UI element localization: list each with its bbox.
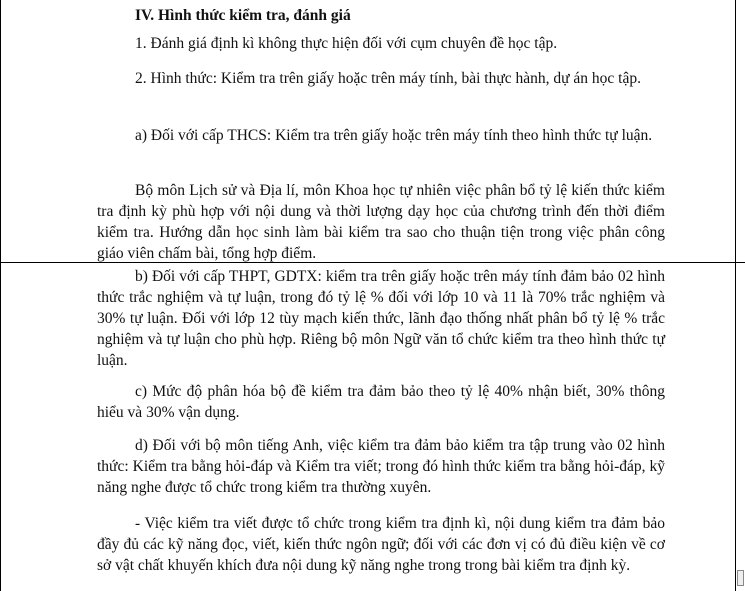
paragraph-7: d) Đối với bộ môn tiếng Anh, việc kiểm tra đảm bảo kiểm tra tập trung vào 02 hình thức: Kiểm tra bằng hỏi-đáp và Kiểm tra viết; trong đó hình thức kiểm tra bằng hỏi-đáp, kỹ năng nghe được tổ chức trong kiểm tra thường xuyên. — [97, 437, 665, 496]
paragraph-2: 2. Hình thức: Kiểm tra trên giấy hoặc trên máy tính, bài thực hành, dự án học tập. — [135, 70, 641, 87]
paragraph-8: - Việc kiểm tra viết được tổ chức trong kiểm tra định kì, nội dung kiểm tra đảm bảo đầy đủ các kỹ năng đọc, viết, kiến thức ngôn ngữ; đối với các đơn vị có đủ điều kiện về cơ sở vật chất khuyến khích đưa nội dung kỹ năng nghe trong trong bài kiểm tra định kỳ. — [97, 515, 665, 574]
paragraph-3: a) Đối với cấp THCS: Kiểm tra trên giấy hoặc trên máy tính theo hình thức tự luận. — [135, 127, 653, 144]
paragraph-4: Bộ môn Lịch sử và Địa lí, môn Khoa học tự nhiên việc phân bổ tỷ lệ kiến thức kiểm tra định kỳ phù hợp với nội dung và thời lượng dạy học của chương trình đến thời điểm kiểm tra. Hướng dẫn học sinh làm bài kiểm tra sao cho thuận tiện trong việc phân công giáo viên chấm bài, tổng hợp điểm. — [97, 182, 665, 262]
section-heading: IV. Hình thức kiểm tra, đánh giá — [135, 7, 351, 24]
paragraph-5: b) Đối với cấp THPT, GDTX: kiểm tra trên giấy hoặc trên máy tính đảm bảo 02 hình thức trắc nghiệm và tự luận, trong đó tỷ lệ % đối với lớp 10 và 11 là 70% trắc nghiệm và 30% tự luận. Đối với lớp 12 tùy mạch kiến thức, lãnh đạo thống nhất phân bổ tỷ lệ % trắc nghiệm và tự luận cho phù hợp. Riêng bộ môn Ngữ văn tổ chức kiểm tra theo hình thức tự luận. — [97, 268, 665, 369]
scroll-marker — [737, 570, 744, 586]
paragraph-1: 1. Đánh giá định kì không thực hiện đối với cụm chuyên đề học tập. — [135, 35, 558, 52]
paragraph-6: c) Mức độ phân hóa bộ đề kiểm tra đảm bảo theo tỷ lệ 40% nhận biết, 30% thông hiểu và 30% vận dụng. — [97, 383, 665, 421]
